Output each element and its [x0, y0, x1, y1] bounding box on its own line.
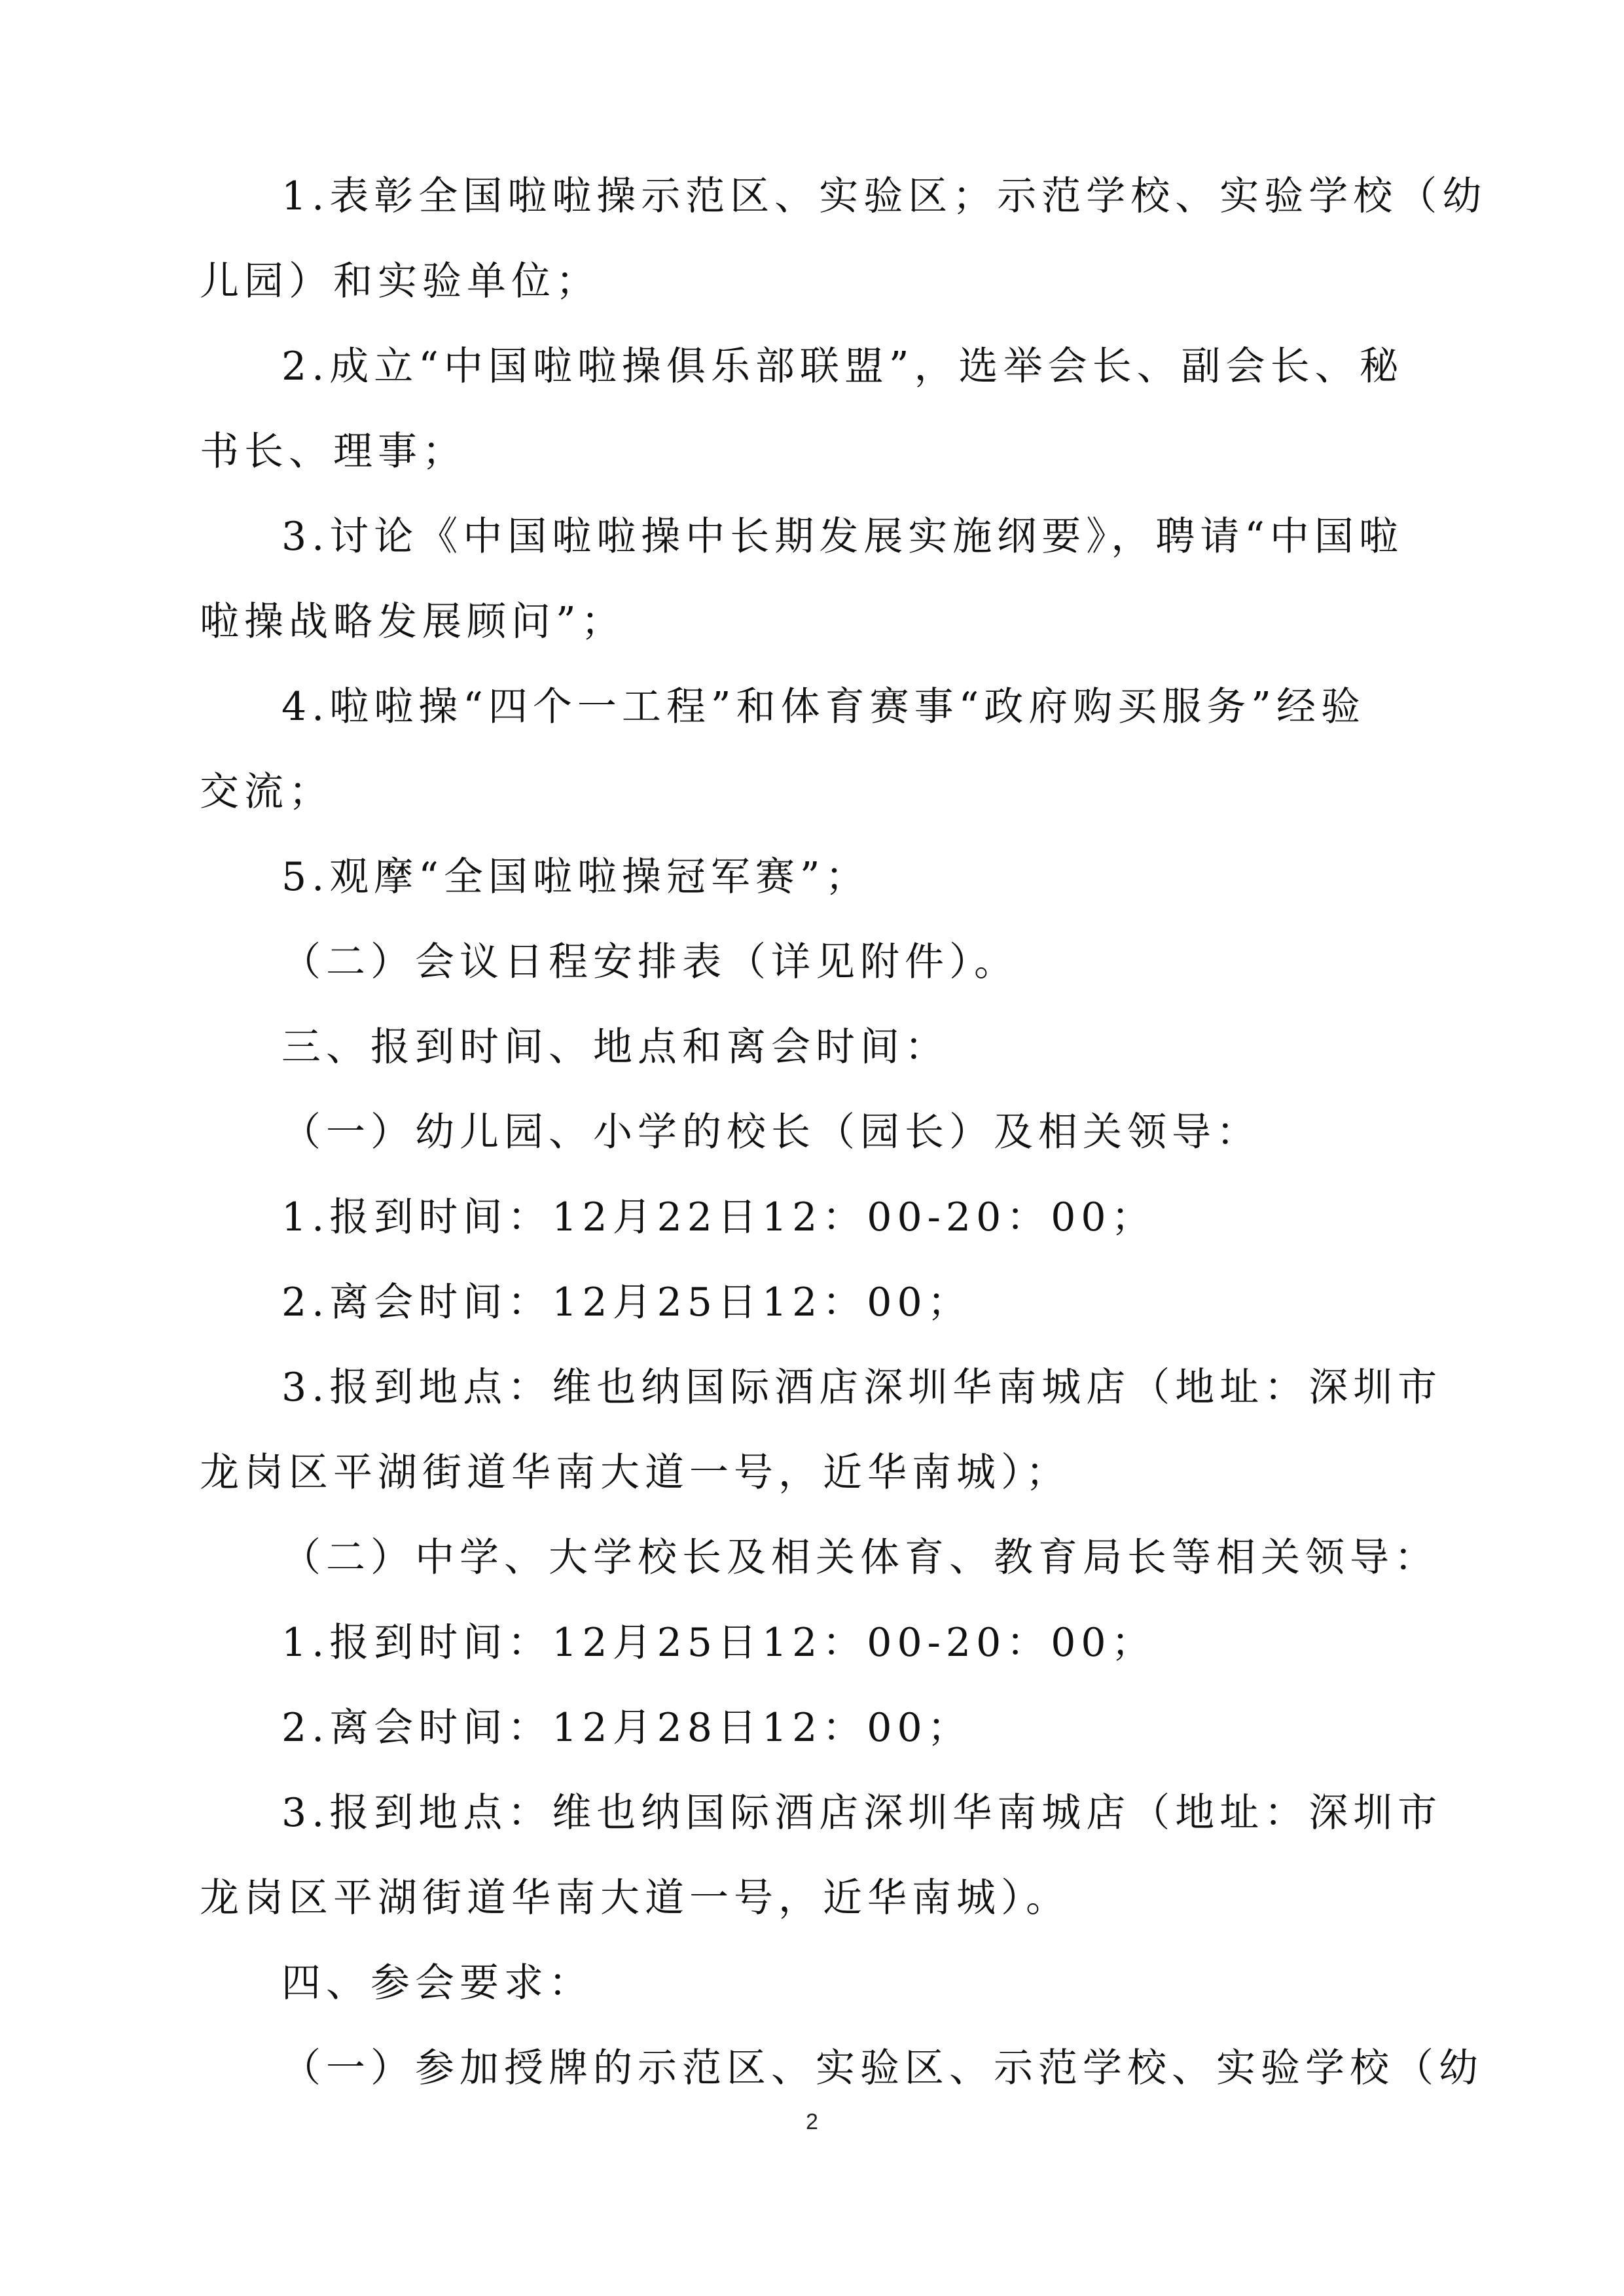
requirements-item-1: （一）参加授牌的示范区、实验区、示范学校、实验学校（幼 — [281, 2045, 1483, 2091]
list-item-1-line-2: 儿园）和实验单位； — [200, 259, 600, 304]
primary-departure-time: 2.离会时间：12月25日12：00； — [281, 1280, 972, 1325]
list-item-4-line-2: 交流； — [200, 769, 333, 815]
secondary-departure-time: 2.离会时间：12月28日12：00； — [281, 1705, 972, 1751]
schedule-note: （二）会议日程安排表（详见附件）。 — [281, 939, 1019, 985]
primary-registration-time: 1.报到时间：12月22日12：00-20：00； — [281, 1194, 1156, 1240]
list-item-1-line-1: 1.表彰全国啦啦操示范区、实验区；示范学校、实验学校（幼 — [281, 173, 1487, 219]
secondary-location-line-1: 3.报到地点：维也纳国际酒店深圳华南城店（地址：深圳市 — [281, 1790, 1443, 1836]
secondary-location-line-2: 龙岗区平湖街道华南大道一号，近华南城）。 — [200, 1875, 1070, 1921]
primary-location-line-2: 龙岗区平湖街道华南大道一号，近华南城）； — [200, 1450, 1070, 1496]
list-item-3-line-2: 啦操战略发展顾问”； — [200, 599, 626, 645]
section-heading-requirements: 四、参会要求： — [281, 1960, 593, 2006]
subsection-heading-primary: （一）幼儿园、小学的校长（园长）及相关领导： — [281, 1109, 1261, 1155]
list-item-2-line-2: 书长、理事； — [200, 429, 467, 475]
list-item-5: 5.观摩“全国啦啦操冠军赛”； — [281, 854, 870, 900]
list-item-3-line-1: 3.讨论《中国啦啦操中长期发展实施纲要》，聘请“中国啦 — [281, 514, 1403, 560]
subsection-heading-secondary: （二）中学、大学校长及相关体育、教育局长等相关领导： — [281, 1535, 1439, 1581]
list-item-4-line-1: 4.啦啦操“四个一工程”和体育赛事“政府购买服务”经验 — [281, 684, 1365, 730]
section-heading-registration: 三、报到时间、地点和离会时间： — [281, 1024, 949, 1070]
page-number: 2 — [806, 2109, 818, 2134]
list-item-2-line-1: 2.成立“中国啦啦操俱乐部联盟”，选举会长、副会长、秘 — [281, 344, 1404, 389]
primary-location-line-1: 3.报到地点：维也纳国际酒店深圳华南城店（地址：深圳市 — [281, 1365, 1443, 1410]
secondary-registration-time: 1.报到时间：12月25日12：00-20：00； — [281, 1620, 1156, 1666]
